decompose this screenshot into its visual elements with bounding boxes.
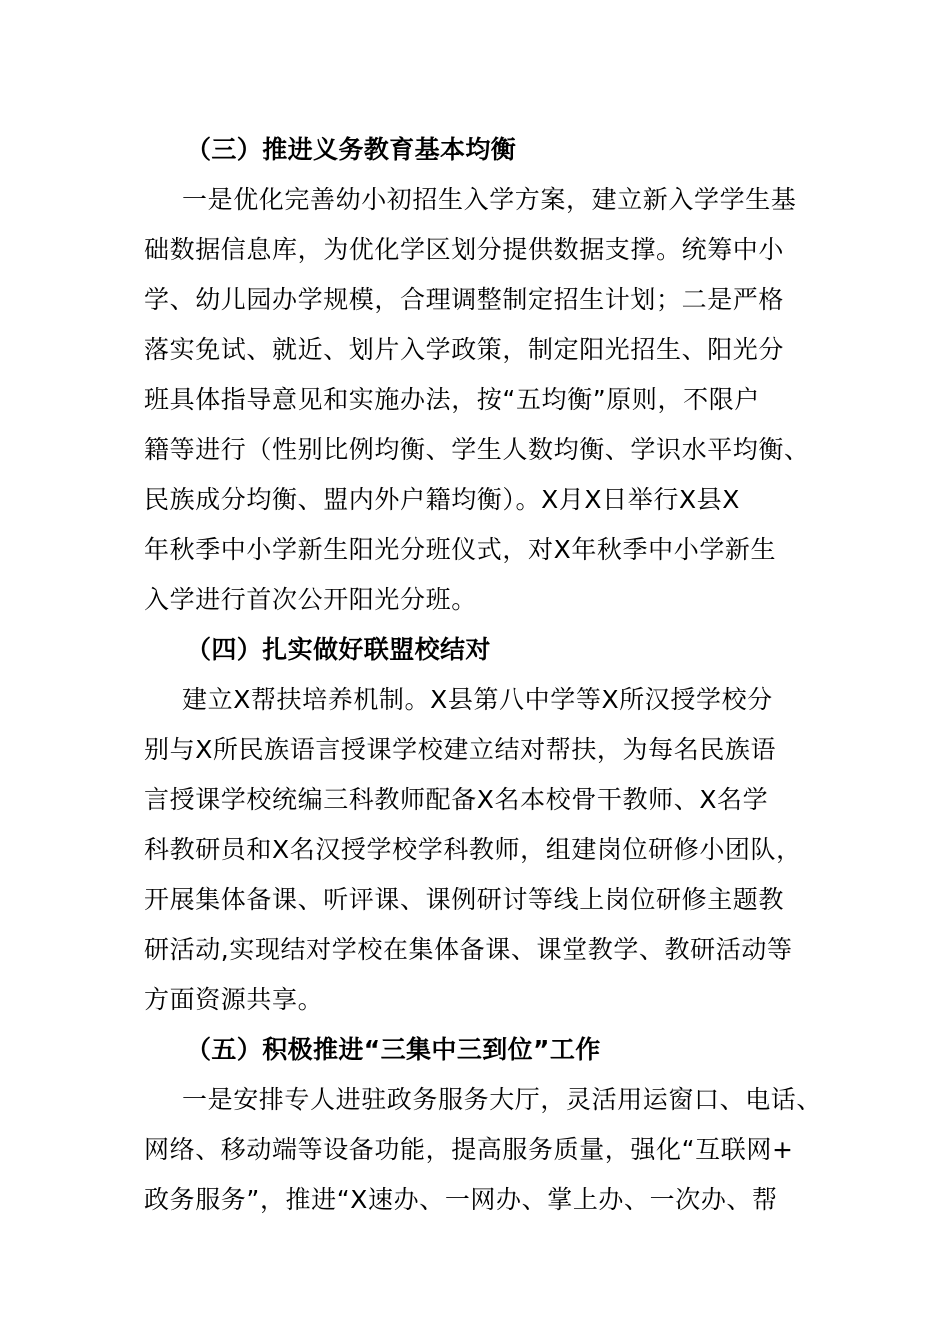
paragraph-line: 建立X帮扶培养机制。X县第八中学等X所汉授学校分	[182, 685, 773, 714]
paragraph-line: 落实免试、就近、划片入学政策，制定阳光招生、阳光分	[144, 335, 785, 364]
paragraph-line: 民族成分均衡、盟内外户籍均衡）。X月X日举行X县X	[144, 485, 741, 514]
paragraph-line: 籍等进行（性别比例均衡、学生人数均衡、学识水平均衡、	[144, 435, 810, 464]
paragraph-line: 一是安排专人进驻政务服务大厅，灵活用运窗口、电话、	[182, 1085, 823, 1114]
paragraph-line: 研活动,实现结对学校在集体备课、课堂教学、教研活动等	[144, 935, 793, 964]
paragraph-line: 一是优化完善幼小初招生入学方案，建立新入学学生基	[182, 185, 797, 214]
paragraph-line: 言授课学校统编三科教师配备X名本校骨干教师、X名学	[144, 785, 769, 814]
section-heading: （三）推进义务教育基本均衡	[186, 135, 517, 164]
section-heading: （五）积极推进“三集中三到位”工作	[186, 1035, 601, 1064]
paragraph-line: 方面资源共享。	[144, 985, 324, 1014]
paragraph-line: 入学进行首次公开阳光分班。	[144, 585, 477, 614]
paragraph-line: 班具体指导意见和实施办法，按“五均衡”原则，不限户	[144, 385, 760, 414]
paragraph-line: 网络、移动端等设备功能，提高服务质量，强化“互联网+	[144, 1135, 794, 1164]
paragraph-line: 年秋季中小学新生阳光分班仪式，对X年秋季中小学新生	[144, 535, 777, 564]
paragraph-line: 政务服务”，推进“X速办、一网办、掌上办、一次办、帮	[144, 1185, 778, 1214]
paragraph-line: 开展集体备课、听评课、课例研讨等线上岗位研修主题教	[144, 885, 785, 914]
paragraph-line: 科教研员和X名汉授学校学科教师，组建岗位研修小团队，	[144, 835, 802, 864]
paragraph-line: 础数据信息库，为优化学区划分提供数据支撑。统筹中小	[144, 235, 785, 264]
section-heading: （四）扎实做好联盟校结对	[186, 635, 491, 664]
paragraph-line: 学、幼儿园办学规模，合理调整制定招生计划；二是严格	[144, 285, 785, 314]
paragraph-line: 别与X所民族语言授课学校建立结对帮扶，为每名民族语	[144, 735, 777, 764]
